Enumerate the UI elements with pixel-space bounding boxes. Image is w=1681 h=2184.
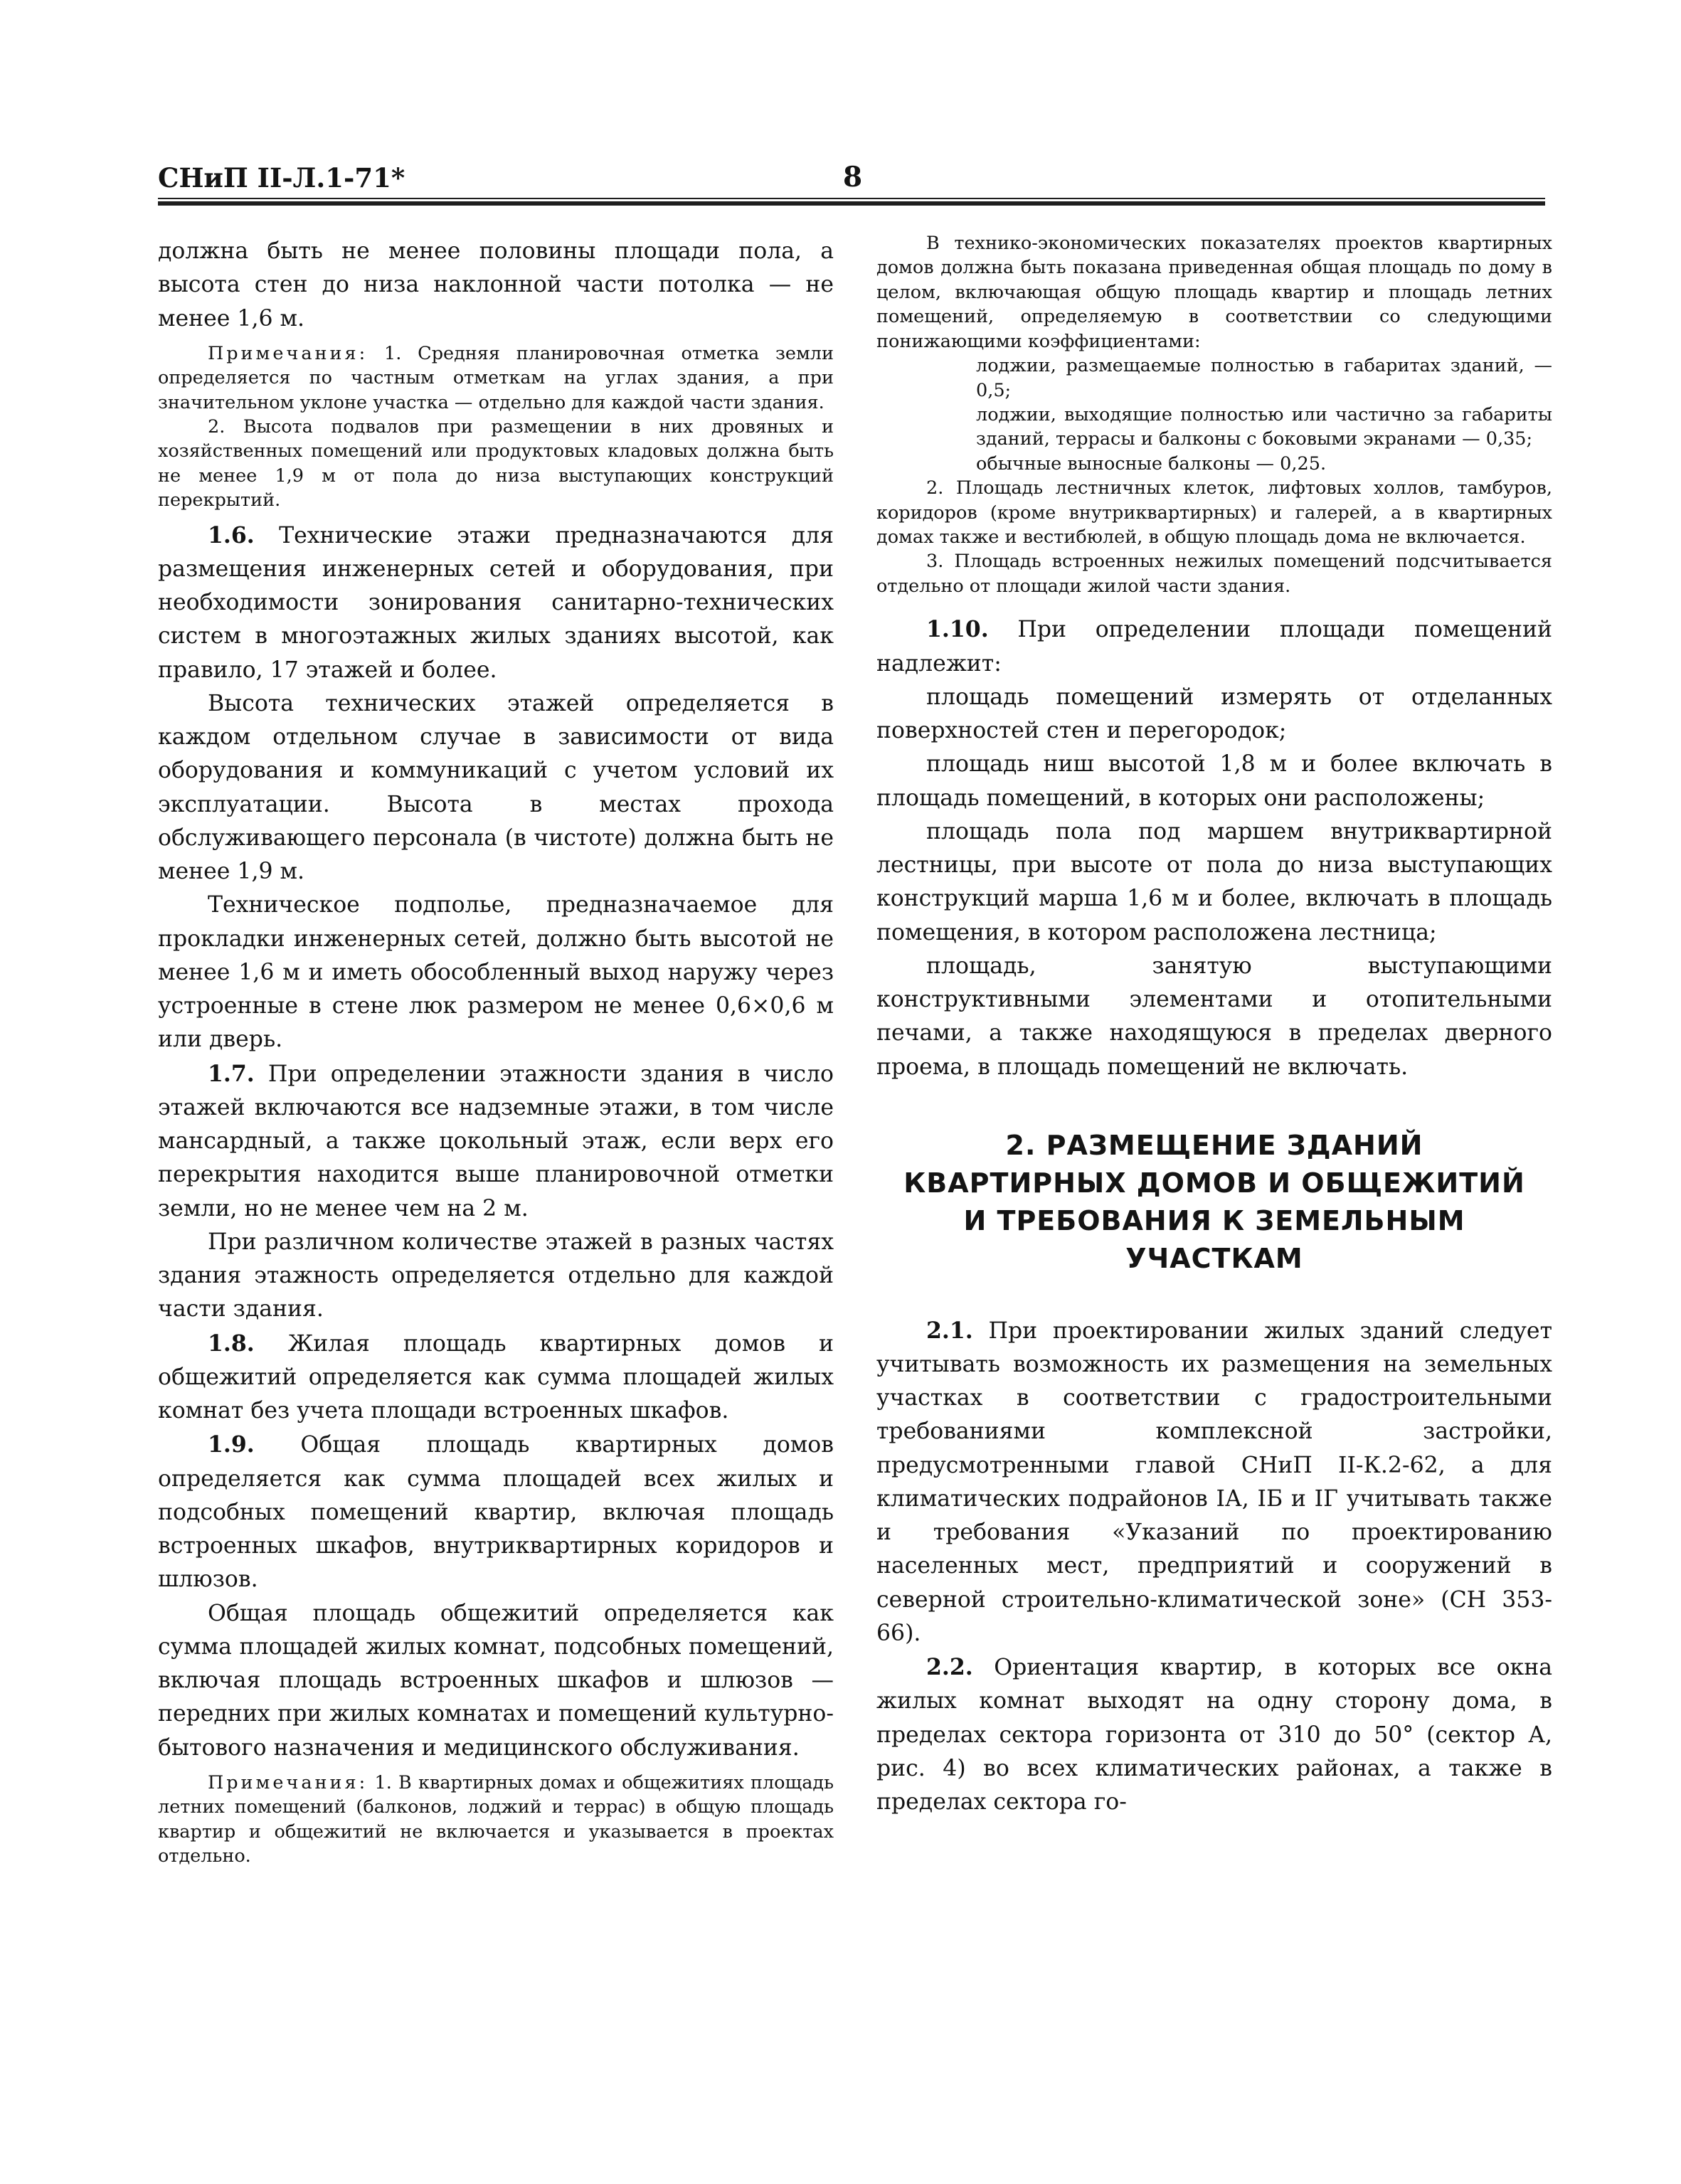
- section-1-7: [158, 1057, 834, 1226]
- section-number: 1.10.: [926, 616, 989, 643]
- section-number: 2.1.: [926, 1317, 973, 1344]
- continuation-paragraph: должна быть не менее половины площади пола, а высота стен до низа наклонной части потолка — не менее 1,6 м.: [158, 238, 834, 332]
- section-number: 1.9.: [208, 1431, 255, 1458]
- section-number: 2.2.: [926, 1654, 973, 1681]
- heading-line: 2. РАЗМЕЩЕНИЕ ЗДАНИЙ: [1005, 1129, 1423, 1161]
- section-2-1: [876, 1314, 1552, 1651]
- note-3: [158, 1771, 834, 1869]
- section-text: Общая площадь квартирных домов определяется как сумма площадей всех жилых и подсобных помещений квартир, включая площадь встроенных шкафов, внутриквартирных коридоров и шлюзов.: [158, 1432, 834, 1593]
- section-1-8: [158, 1327, 834, 1428]
- section-text: Жилая площадь квартирных домов и общежитий определяется как сумма площадей жилых комнат без учета площади встроенных шкафов.: [158, 1330, 834, 1424]
- right-column: [876, 231, 1552, 1819]
- left-column: [158, 235, 834, 1869]
- note-econ-indicators: В технико-экономических показателях проектов квартирных домов должна быть показана приведенная общая площадь по дому в целом, включающая общую площадь квартир и площадь летних помещений, определяемую в соответствии со следующими понижающими коэффициентами:: [876, 233, 1552, 352]
- coefficient-item-2: лоджии, выходящие полностью или частично за габариты зданий, террасы и балконы с боковыми экранами — 0,35;: [976, 403, 1552, 450]
- coefficient-item-3: обычные выносные балконы — 0,25.: [976, 452, 1327, 475]
- section-1-10: [876, 613, 1552, 681]
- heading-line: КВАРТИРНЫХ ДОМОВ И ОБЩЕЖИТИЙ: [903, 1167, 1525, 1199]
- rule-item-1: площадь помещений измерять от отделанных поверхностей стен и перегородок;: [876, 684, 1552, 744]
- note-text: 1. Средняя планировочная отметка земли определяется по частным отметкам на углах здания, а при значительном уклоне участка — отдельно для каждой части здания.: [158, 342, 834, 413]
- section-text: При определении площади помещений надлежит:: [876, 617, 1552, 677]
- heading-line: УЧАСТКАМ: [1125, 1243, 1303, 1275]
- paragraph-floor-count: При различном количестве этажей в разных частях здания этажность определяется отдельно для каждой части здания.: [158, 1229, 834, 1322]
- section-text: При проектировании жилых зданий следует учитывать возможность их размещения на земельных участках в соответствии с градостроительными требованиями комплексной застройки, предусмотренными главой СНиП II-К.2-62, а для климатических подрайонов IА, IБ и IГ учитывать также и требования «Указаний по проектированию населенных мест, предприятий и сооружений в северной строительно-климатической зоне» (СН 353-66).: [876, 1318, 1552, 1646]
- note-stairs: 2. Площадь лестничных клеток, лифтовых холлов, тамбуров, коридоров (кроме внутриквартирных) и галерей, а в квартирных домах также и вестибюлей, в общую площадь дома не включается.: [876, 477, 1552, 548]
- header-rule-thick: [158, 201, 1545, 206]
- section-1-9: [158, 1428, 834, 1596]
- note-1: [158, 341, 834, 415]
- note-label: Примечания:: [208, 342, 368, 364]
- section-number: 1.7.: [208, 1060, 255, 1087]
- section-2-2: [876, 1650, 1552, 1819]
- note-text: 1. В квартирных домах и общежитиях площадь летних помещений (балконов, лоджий и террас) в общую площадь квартир и общежитий не включается и указывается в проектах отдельно.: [158, 1771, 834, 1867]
- document-code: СНиП II-Л.1-71*: [158, 162, 405, 194]
- section-text: Ориентация квартир, в которых все окна жилых комнат выходят на одну сторону дома, в пределах сектора горизонта от 310 до 50° (сектор А, рис. 4) во всех климатических районах, а также в пределах сектора го-: [876, 1655, 1552, 1815]
- section-text: При определении этажности здания в число этажей включаются все надземные этажи, в том числе мансардный, а также цокольный этаж, если верх его перекрытия находится выше планировочной отметки земли, но не менее чем на 2 м.: [158, 1061, 834, 1221]
- paragraph-tech-subfloor: Техническое подполье, предназначаемое для прокладки инженерных сетей, должно быть высотой не менее 1,6 м и иметь обособленный выход наружу через устроенные в стене люк размером не менее 0,6×0,6 м или дверь.: [158, 892, 834, 1053]
- section-number: 1.8.: [208, 1330, 255, 1357]
- section-2-heading: [876, 1127, 1552, 1278]
- heading-line: И ТРЕБОВАНИЯ К ЗЕМЕЛЬНЫМ: [963, 1205, 1465, 1237]
- section-number: 1.6.: [208, 521, 255, 548]
- rule-item-4: площадь, занятую выступающими конструктивными элементами и отопительными печами, а также находящуюся в пределах дверного проема, в площадь помещений не включать.: [876, 953, 1552, 1080]
- paragraph-dormitory-area: Общая площадь общежитий определяется как сумма площадей жилых комнат, подсобных помещений, включая площадь встроенных шкафов и шлюзов — передних при жилых комнатах и помещений культурно-бытового назначения и медицинского обслуживания.: [158, 1600, 834, 1761]
- rule-item-2: площадь ниш высотой 1,8 м и более включать в площадь помещений, в которых они расположены;: [876, 751, 1552, 811]
- coefficient-item-1: лоджии, размещаемые полностью в габаритах зданий, — 0,5;: [976, 355, 1552, 401]
- section-text: Технические этажи предназначаются для размещения инженерных сетей и оборудования, при необходимости зонирования санитарно-технических систем в многоэтажных жилых зданиях высотой, как правило, 17 этажей и более.: [158, 522, 834, 683]
- rule-item-3: площадь пола под маршем внутриквартирной лестницы, при высоте от пола до низа выступающих конструкций марша 1,6 м и более, включать в площадь помещения, в котором расположена лестница;: [876, 818, 1552, 945]
- note-2: 2. Высота подвалов при размещении в них дровяных и хозяйственных помещений или продуктовых кладовых должна быть не менее 1,9 м от пола до низа выступающих конструкций перекрытий.: [158, 416, 834, 511]
- paragraph-tech-floor-height: Высота технических этажей определяется в каждом отдельном случае в зависимости от вида оборудования и коммуникаций с учетом условий их эксплуатации. Высота в местах прохода обслуживающего персонала (в чистоте) должна быть не менее 1,9 м.: [158, 690, 834, 885]
- page-number: 8: [843, 161, 863, 194]
- header-rule-thin: [158, 198, 1545, 199]
- note-nonresidential: 3. Площадь встроенных нежилых помещений подсчитывается отдельно от площади жилой части здания.: [876, 551, 1552, 597]
- section-1-6: [158, 519, 834, 687]
- note-label: Примечания:: [208, 1771, 368, 1793]
